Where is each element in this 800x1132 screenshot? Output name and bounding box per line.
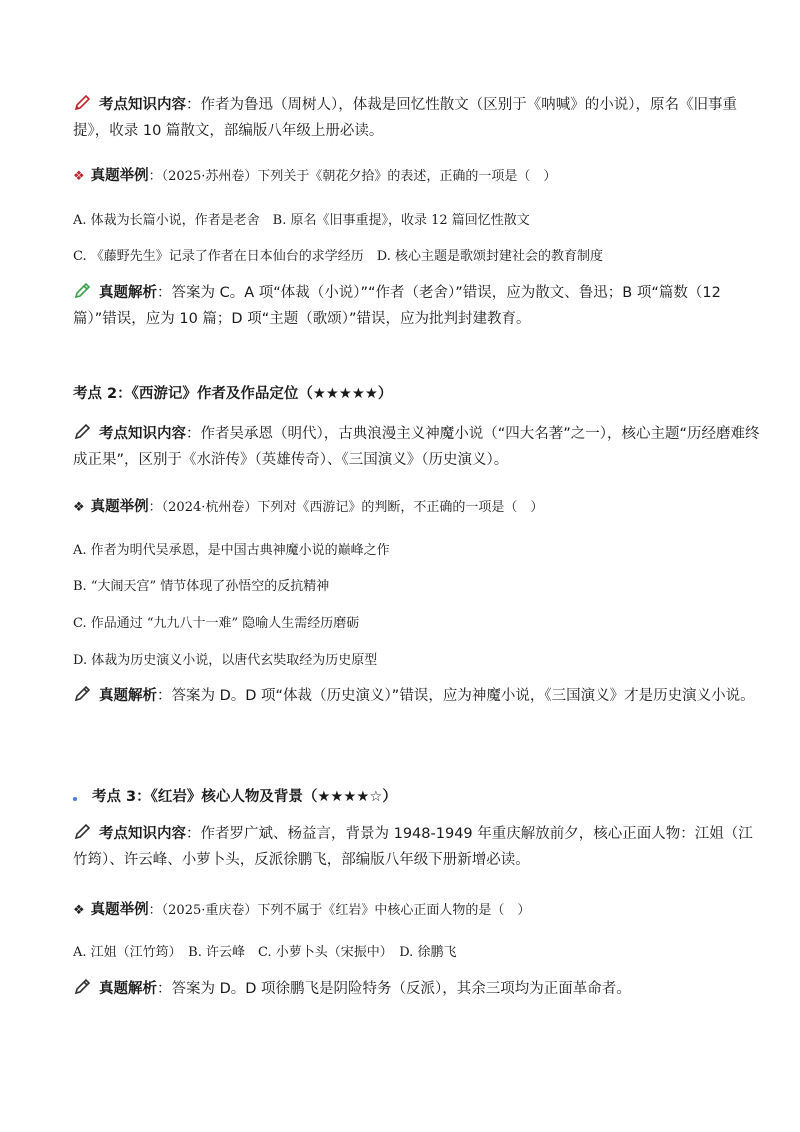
b3-heading: 考点 3：《红岩》核心人物及背景（★★★★☆）: [92, 789, 397, 805]
b2-example: ❖ 真题举例：（2024·杭州卷）下列对《西游记》的判断，不正确的一项是（ ）: [73, 497, 760, 518]
bullet-dot: [73, 797, 77, 801]
b2-analysis: 真题解析：答案为 D。D 项“体裁（历史演义）”错误，应为神魔小说，《三国演义》才是历史演义小说。: [73, 683, 760, 709]
b2-option-d: D. 体裁为历史演义小说，以唐代玄奘取经为历史原型: [73, 653, 378, 668]
diamond-bullet-icon: ❖: [73, 169, 85, 184]
pencil-icon: [73, 978, 91, 996]
b2-heading: 考点 2：《西游记》作者及作品定位（★★★★★）: [73, 386, 393, 402]
b2-option-a: A. 作者为明代吴承恩，是中国古典神魔小说的巅峰之作: [73, 543, 390, 558]
b1-example: ❖ 真题举例：（2025·苏州卷）下列关于《朝花夕拾》的表述，正确的一项是（ ）: [73, 166, 760, 187]
b3-example: ❖ 真题举例：（2025·重庆卷）下列不属于《红岩》中核心正面人物的是（ ）: [73, 900, 760, 921]
b3-options: A. 江姐（江竹筠） B. 许云峰 C. 小萝卜头（宋振中） D. 徐鹏飞: [73, 945, 457, 960]
b1-analysis: 真题解析：答案为 C。A 项“体裁（小说）”“作者（老舍）”错误，应为散文、鲁迅；B 项“篇数（12 篇）”错误，应为 10 篇；D 项“主题（歌颂）”错误，应为批判封建教育。: [73, 280, 760, 332]
pencil-icon: [73, 823, 91, 841]
diamond-bullet-icon: ❖: [73, 500, 85, 515]
b2-option-b: B. “大闹天宫” 情节体现了孙悟空的反抗精神: [73, 579, 330, 594]
b3-analysis: 真题解析：答案为 D。D 项徐鹏飞是阴险特务（反派），其余三项均为正面革命者。: [73, 978, 760, 999]
b2-knowledge: 考点知识内容：作者吴承恩（明代），古典浪漫主义神魔小说（“四大名著”之一），核心主题“历经磨难终成正果”，区别于《水浒传》（英雄传奇）、《三国演义》（历史演义）。: [73, 421, 760, 473]
b2-option-c: C. 作品通过 “九九八十一难” 隐喻人生需经历磨砺: [73, 616, 360, 631]
b3-knowledge: 考点知识内容：作者罗广斌、杨益言，背景为 1948-1949 年重庆解放前夕，核心正面人物：江姐（江竹筠）、许云峰、小萝卜头，反派徐鹏飞，部编版八年级下册新增必读。: [73, 821, 760, 873]
pencil-icon: [73, 94, 91, 112]
b1-knowledge: 考点知识内容：作者为鲁迅（周树人），体裁是回忆性散文（区别于《呐喊》的小说），原名《旧事重提》，收录 10 篇散文，部编版八年级上册必读。: [73, 92, 760, 144]
diamond-bullet-icon: ❖: [73, 903, 85, 918]
pencil-icon: [73, 423, 91, 441]
b1-option-line-2: C. 《藤野先生》记录了作者在日本仙台的求学经历 D. 核心主题是歌颂封建社会的教育制度: [73, 249, 603, 264]
pencil-icon: [73, 685, 91, 703]
b1-option-line-1: A. 体裁为长篇小说，作者是老舍 B. 原名《旧事重提》，收录 12 篇回忆性散文: [73, 213, 530, 228]
pencil-icon: [73, 282, 91, 300]
